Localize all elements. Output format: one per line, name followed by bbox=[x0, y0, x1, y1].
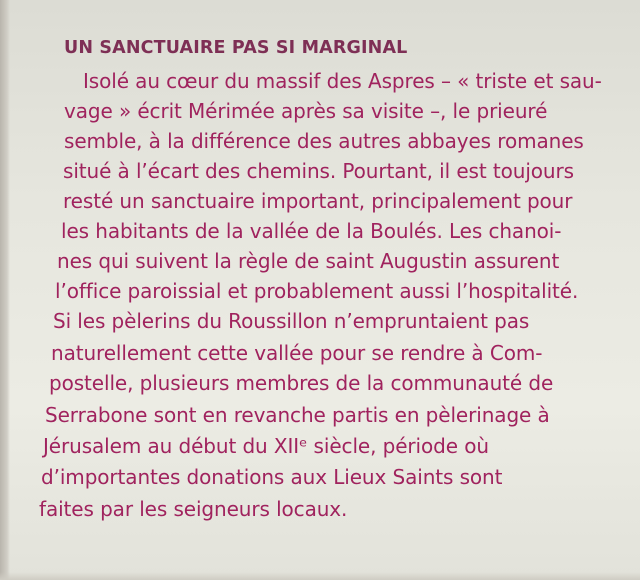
paragraph-line-14: d’importantes donations aux Lieux Saints sont bbox=[41, 465, 503, 489]
paragraph-line-6: les habitants de la vallée de la Boulés. Les chanoi- bbox=[61, 219, 562, 243]
paragraph-line-3: semble, à la différence des autres abbayes romanes bbox=[64, 129, 584, 153]
paragraph-line-7: nes qui suivent la règle de saint Augustin assurent bbox=[57, 249, 560, 273]
paragraph-line-1: Isolé au cœur du massif des Aspres – « triste et sau- bbox=[83, 69, 602, 93]
paragraph-line-5: resté un sanctuaire important, principalement pour bbox=[63, 189, 573, 213]
paragraph-line-15: faites par les seigneurs locaux. bbox=[39, 497, 348, 521]
paragraph-line-2: vage » écrit Mérimée après sa visite –, le prieuré bbox=[64, 99, 548, 123]
section-heading: UN SANCTUAIRE PAS SI MARGINAL bbox=[64, 38, 408, 58]
page-bottom-edge bbox=[0, 572, 640, 580]
paragraph-line-4: situé à l’écart des chemins. Pourtant, il est toujours bbox=[63, 159, 574, 183]
paragraph-line-13: Jérusalem au début du XIIᵉ siècle, période où bbox=[43, 434, 489, 458]
paragraph-line-11: postelle, plusieurs membres de la communauté de bbox=[49, 371, 554, 395]
paragraph-line-12: Serrabone sont en revanche partis en pèlerinage à bbox=[45, 403, 550, 427]
paragraph-line-8: l’office paroissial et probablement aussi l’hospitalité. bbox=[55, 279, 579, 303]
paragraph-line-10: naturellement cette vallée pour se rendre à Com- bbox=[51, 341, 543, 365]
paragraph-line-9: Si les pèlerins du Roussillon n’empruntaient pas bbox=[53, 309, 530, 333]
